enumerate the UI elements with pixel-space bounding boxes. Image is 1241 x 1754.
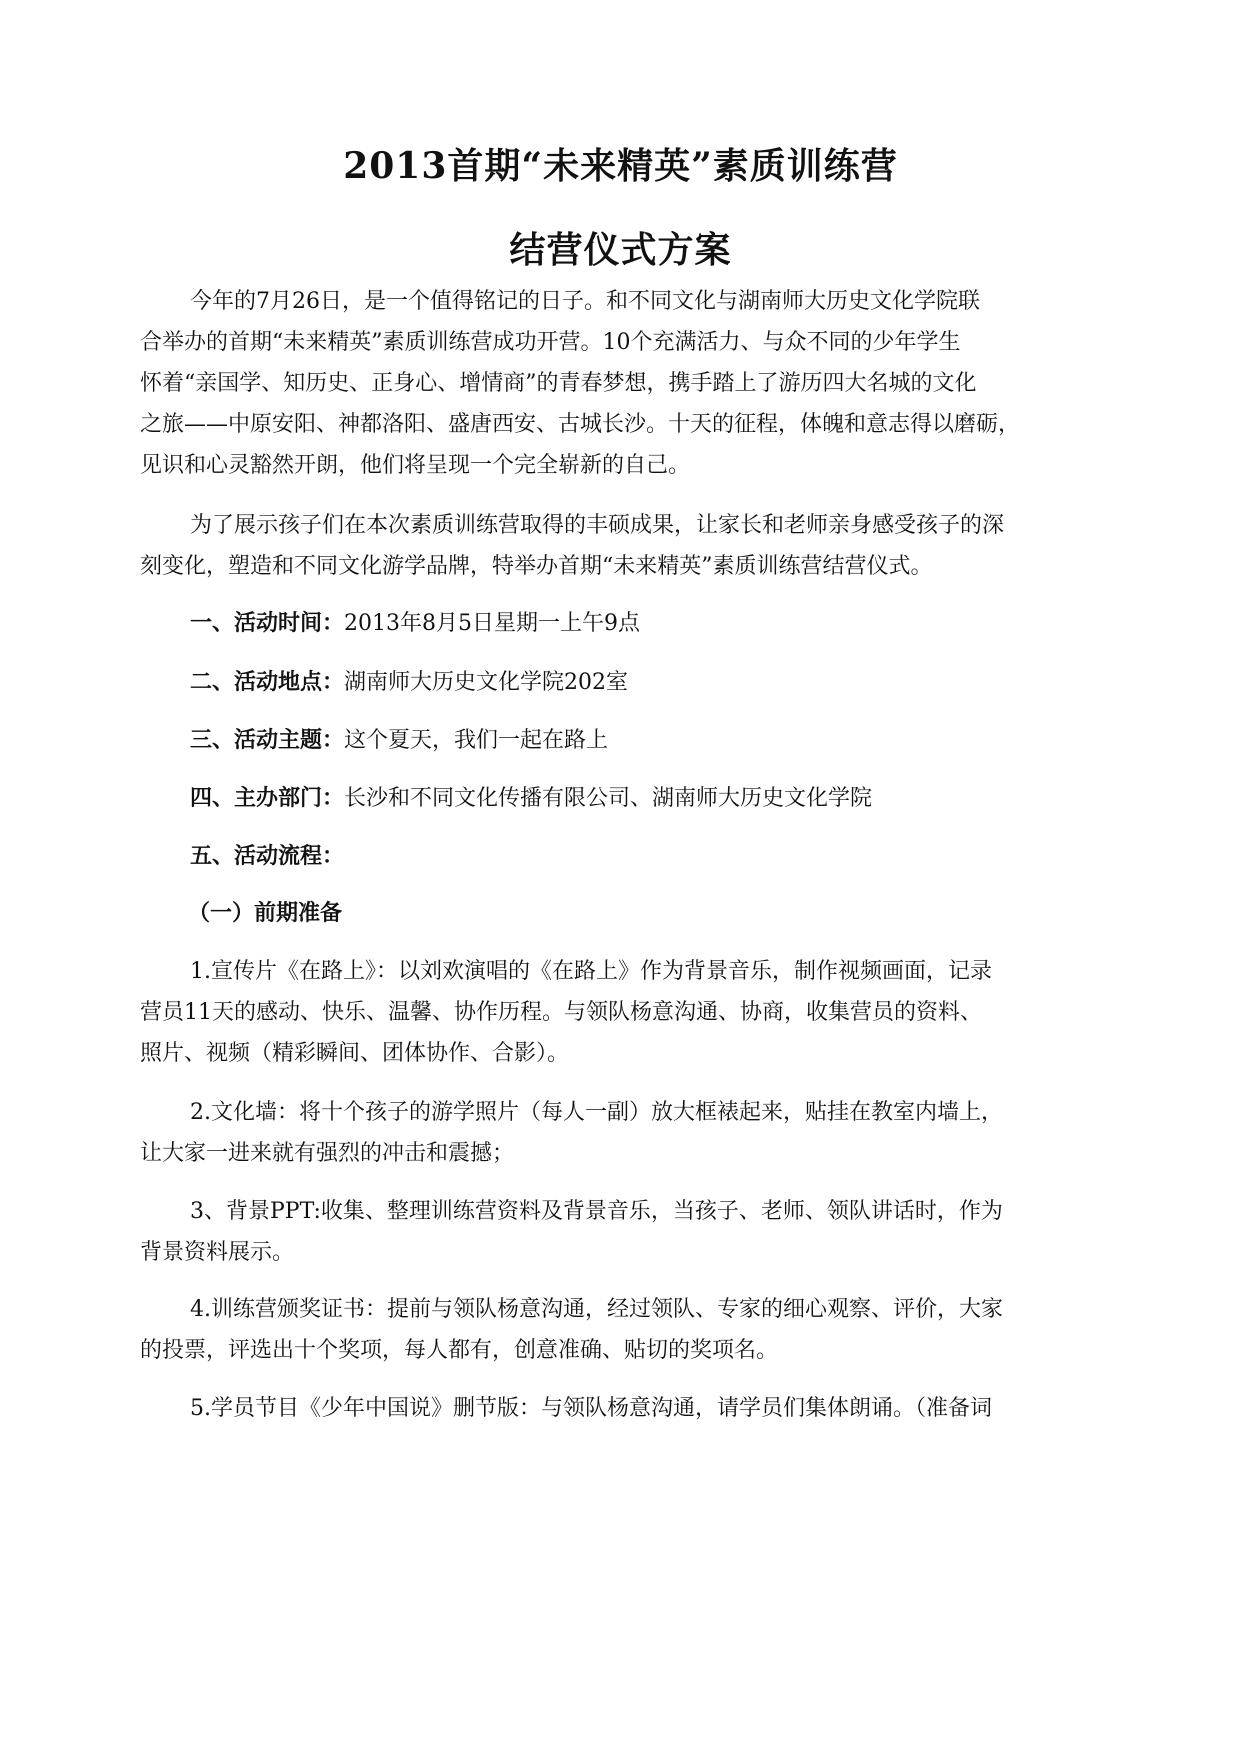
step-5 (140, 1388, 1106, 1429)
intro-paragraph-2 (140, 505, 1106, 587)
section-label: 一、活动时间： (190, 610, 345, 636)
text-line: 今年的7月26日，是一个值得铭记的日子。和不同文化与湖南师大历史文化学院联 (190, 289, 980, 314)
text-line: 4.训练营颁奖证书：提前与领队杨意沟通，经过领队、专家的细心观察、评价，大家 (190, 1297, 1003, 1322)
section-label: 五、活动流程： (190, 843, 345, 869)
section-label: 三、活动主题： (190, 727, 345, 753)
section-label: 四、主办部门： (190, 785, 345, 811)
subsection-heading (188, 893, 342, 934)
text-line: 怀着“亲国学、知历史、正身心、增情商”的青春梦想，携手踏上了游历四大名城的文化 (140, 371, 977, 396)
section-organizers (190, 778, 872, 819)
text-line: 让大家一进来就有强烈的冲击和震撼； (140, 1141, 515, 1166)
step-2 (140, 1092, 1106, 1174)
text-line: 2.文化墙：将十个孩子的游学照片（每人一副）放大框裱起来，贴挂在教室内墙上， (190, 1100, 1003, 1125)
section-value: 长沙和不同文化传播有限公司、湖南师大历史文化学院 (344, 786, 873, 811)
text-line: 营员11天的感动、快乐、温馨、协作历程。与领队杨意沟通、协商，收集营员的资料、 (140, 1000, 982, 1025)
document-title-line-1: 2013首期“未来精英”素质训练营 (343, 145, 898, 187)
text-line: 5.学员节目《少年中国说》删节版：与领队杨意沟通，请学员们集体朗诵。（准备词 (190, 1396, 992, 1421)
section-value: 2013年8月5日星期一上午9点 (344, 611, 640, 636)
section-activity-process (190, 836, 344, 877)
text-line: 刻变化，塑造和不同文化游学品牌，特举办首期“未来精英”素质训练营结营仪式。 (140, 554, 933, 579)
section-activity-time (190, 603, 640, 644)
text-line: 背景资料展示。 (140, 1240, 295, 1265)
section-activity-location (190, 662, 628, 703)
document-title-line-2: 结营仪式方案 (509, 229, 732, 271)
text-line: 之旅——中原安阳、神都洛阳、盛唐西安、古城长沙。十天的征程，体魄和意志得以磨砺， (140, 412, 1021, 437)
text-line: 为了展示孩子们在本次素质训练营取得的丰硕成果，让家长和老师亲身感受孩子的深 (190, 513, 1005, 538)
text-line: 的投票，评选出十个奖项，每人都有，创意准确、贴切的奖项名。 (140, 1338, 779, 1363)
section-value: 这个夏天，我们一起在路上 (344, 728, 609, 753)
step-3 (140, 1191, 1106, 1273)
subsection-label: （一）前期准备 (188, 900, 343, 926)
intro-paragraph-1 (140, 281, 1106, 486)
section-value: 湖南师大历史文化学院202室 (344, 670, 629, 695)
text-line: 合举办的首期“未来精英”素质训练营成功开营。10个充满活力、与众不同的少年学生 (140, 330, 961, 355)
step-1 (140, 951, 1106, 1074)
section-label: 二、活动地点： (190, 669, 345, 695)
text-line: 见识和心灵豁然开朗，他们将呈现一个完全崭新的自己。 (140, 453, 691, 478)
step-4 (140, 1289, 1106, 1371)
text-line: 1.宣传片《在路上》：以刘欢演唱的《在路上》作为背景音乐，制作视频画面，记录 (190, 959, 992, 984)
text-line: 照片、视频（精彩瞬间、团体协作、合影）。 (140, 1041, 570, 1066)
text-line: 3、背景PPT:收集、整理训练营资料及背景音乐，当孩子、老师、领队讲话时，作为 (190, 1199, 1003, 1224)
section-activity-theme (190, 720, 608, 761)
